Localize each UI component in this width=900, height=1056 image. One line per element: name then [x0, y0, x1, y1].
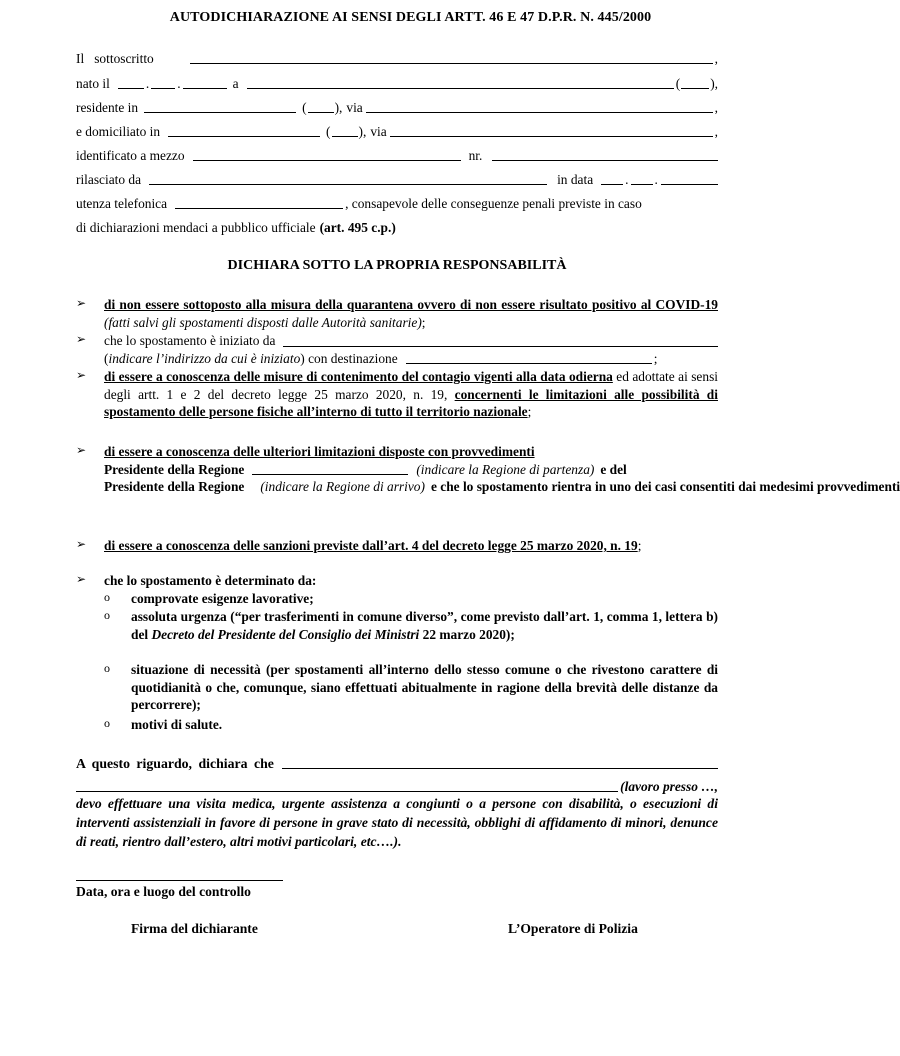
name-field[interactable] [190, 51, 713, 64]
item-text [104, 443, 900, 496]
item-text: che lo spostamento è iniziato da ( indicare l’indirizzo da cui è iniziato ) con destinazione ; [104, 332, 718, 367]
document-title: AUTODICHIARAZIONE AI SENSI DEGLI ARTT. 46 E 47 D.P.R. N. 445/2000 [169, 10, 652, 25]
arrow-bullet-icon: ➢ [76, 572, 87, 586]
lavoro-hint: (lavoro presso …, [620, 779, 718, 794]
dichiara-row [76, 754, 718, 772]
sub-2-b: Decreto del Presidente del Consiglio dei Ministri [151, 626, 420, 642]
birthplace-field[interactable] [247, 76, 674, 89]
domicile-street-field[interactable] [390, 124, 713, 137]
domicile-prov-field[interactable] [332, 124, 358, 137]
region-start-hint: (indicare la Regione di partenza) [416, 461, 595, 477]
item-2-text: che lo spostamento è iniziato da [104, 333, 276, 348]
row-identificato [76, 146, 718, 164]
residence-prov-field[interactable] [308, 100, 334, 113]
sub-item-text: comprovate esigenze lavorative; [131, 591, 314, 606]
paren-open: ( [326, 124, 331, 139]
item-4-bold: di essere a conoscenza delle ulteriori limitazioni disposte con provvedimenti [104, 444, 535, 459]
circle-bullet-icon: o [104, 661, 110, 675]
region-label-2: Presidente della Regione [104, 479, 245, 495]
mendaci-text: di dichiarazioni mendaci a pubblico ufficiale [76, 220, 316, 235]
residence-street-field[interactable] [366, 100, 713, 113]
start-address-field[interactable] [283, 334, 718, 347]
label-nr: nr. [468, 148, 483, 163]
item-2-italic: indicare l’indirizzo da cui è iniziato [108, 350, 301, 366]
dichiara-body: devo effettuare una visita medica, urgente assistenza a congiunti o a persone con disabilità, o esecuzioni di interventi assistenziali in favore di persone in grave stato di necessità, obblighi di affidamento di minori, denunce di reati, rientro dall’estero, altri motivi particolari, etc….). [76, 796, 718, 849]
birth-year-field[interactable] [183, 76, 227, 89]
semicolon: ; [527, 404, 532, 420]
circle-bullet-icon: o [104, 590, 110, 604]
row-domiciliato [76, 122, 718, 140]
row-residente [76, 98, 718, 116]
circle-bullet-icon: o [104, 608, 110, 622]
date-sep: . [177, 76, 181, 91]
row-utenza [76, 194, 718, 212]
label-sottoscritto: Il sottoscritto [76, 51, 154, 66]
sub-item-text: motivi di salute. [131, 717, 223, 732]
label-domiciliato: e domiciliato in [76, 124, 161, 139]
arrow-bullet-icon: ➢ [76, 332, 87, 346]
item-text [104, 537, 718, 555]
arrow-bullet-icon: ➢ [76, 296, 87, 310]
signature-line[interactable] [76, 880, 283, 881]
sub-2-a: assoluta urgenza (“per trasferimenti in comune diverso”, come previsto dall’art. 1, comma 1, lettera b) del [131, 609, 718, 642]
destination-field[interactable] [406, 351, 652, 364]
date-sep: . [654, 172, 658, 187]
item-1-bold: di non essere sottoposto alla misura della quarantena ovvero di non essere risultato positivo al COVID-19 [104, 297, 718, 312]
comma: , [714, 51, 718, 66]
row-sottoscritto [76, 49, 718, 67]
circle-bullet-icon: o [104, 716, 110, 730]
label-nato-il: nato il [76, 76, 110, 91]
residence-city-field[interactable] [144, 100, 296, 113]
section-heading: DICHIARA SOTTO LA PROPRIA RESPONSABILITÀ [227, 258, 567, 273]
item-2-dest-label: ) con destinazione [300, 350, 398, 366]
issue-day-field[interactable] [601, 172, 623, 185]
item-text [104, 296, 718, 331]
item-5-bold: di essere a conoscenza delle sanzioni previste dall’art. 4 del decreto legge 25 marzo 2020, n. 19 [104, 538, 638, 553]
reason-field-2[interactable] [76, 779, 618, 792]
document-number-field[interactable] [492, 148, 718, 161]
item-4-and: e del [600, 461, 627, 477]
reason-field[interactable] [282, 756, 718, 769]
item-4-text-2: e che lo spostamento rientra in uno dei casi consentiti dai medesimi provvedimenti [430, 479, 900, 495]
date-sep: . [625, 172, 629, 187]
phone-field[interactable] [175, 196, 343, 209]
arrow-bullet-icon: ➢ [76, 537, 87, 551]
issue-month-field[interactable] [631, 172, 653, 185]
label-a: a [232, 76, 239, 91]
sub-item-text: situazione di necessità (per spostamenti all’interno dello stesso comune o che rivestono carattere di quotidianità o che, comunque, siano effettuati abitualmente in ragione della brevità delle distanze da percorrere); [131, 662, 718, 713]
dichiara-row-2 [76, 777, 718, 795]
label-rilasciato: rilasciato da [76, 172, 142, 187]
comma: , [714, 124, 718, 139]
art495-text: (art. 495 c.p.) [319, 220, 396, 235]
domicile-city-field[interactable] [168, 124, 320, 137]
label-residente: residente in [76, 100, 139, 115]
comma: , [714, 100, 718, 115]
item-3-text: ed adottate ai sensi degli artt. 1 e 2 del decreto legge 25 marzo 2020, n. 19, [104, 369, 718, 402]
birth-month-field[interactable] [151, 76, 175, 89]
region-start-field[interactable] [252, 462, 408, 475]
consapevole-text: , consapevole delle conseguenze penali previste in caso [345, 196, 642, 211]
label-identificato: identificato a mezzo [76, 148, 185, 163]
row-nato [76, 74, 718, 92]
item-1-italic: (fatti salvi gli spostamenti disposti dalle Autorità sanitarie) [104, 314, 422, 330]
label-in-data: in data [557, 172, 594, 187]
label-via: via [370, 124, 387, 139]
birth-prov-field[interactable] [681, 76, 709, 89]
firma-label: Firma del dichiarante [131, 921, 258, 936]
semicolon: ; [637, 538, 642, 553]
document-type-field[interactable] [193, 148, 461, 161]
dichiara-lead: A questo riguardo, dichiara che [76, 756, 274, 771]
operatore-label: L’Operatore di Polizia [508, 921, 638, 936]
paren-open: ( [675, 76, 681, 91]
semicolon: ; [653, 350, 658, 366]
sub-item-text [131, 608, 718, 643]
item-3-bold: di essere a conoscenza delle misure di contenimento del contagio vigenti alla data odierna [104, 369, 613, 384]
row-mendaci [76, 218, 718, 236]
item-text: che lo spostamento è determinato da: [104, 573, 317, 588]
item-text [104, 368, 718, 421]
row-rilasciato [76, 170, 718, 188]
paren-close: ), [358, 124, 367, 139]
paren-open: ( [302, 100, 307, 115]
issue-year-field[interactable] [661, 172, 718, 185]
region-label-1: Presidente della Regione [104, 461, 245, 477]
date-sep: . [145, 76, 150, 91]
paren-close: ), [334, 100, 343, 115]
paren-close: ), [710, 76, 718, 91]
region-end-hint: (indicare la Regione di arrivo) [260, 479, 425, 495]
item-3-bold-2: concernenti le limitazioni alle possibilità di spostamento delle persone fisiche all’interno di tutto il territorio nazionale [104, 386, 718, 420]
arrow-bullet-icon: ➢ [76, 368, 87, 382]
birth-day-field[interactable] [118, 76, 144, 89]
data-luogo-label: Data, ora e luogo del controllo [76, 884, 251, 899]
label-utenza: utenza telefonica [76, 196, 168, 211]
sub-2-c: 22 marzo 2020); [419, 626, 515, 642]
issuer-field[interactable] [149, 172, 547, 185]
arrow-bullet-icon: ➢ [76, 443, 87, 457]
semicolon: ; [421, 314, 426, 330]
label-via: via [346, 100, 363, 115]
